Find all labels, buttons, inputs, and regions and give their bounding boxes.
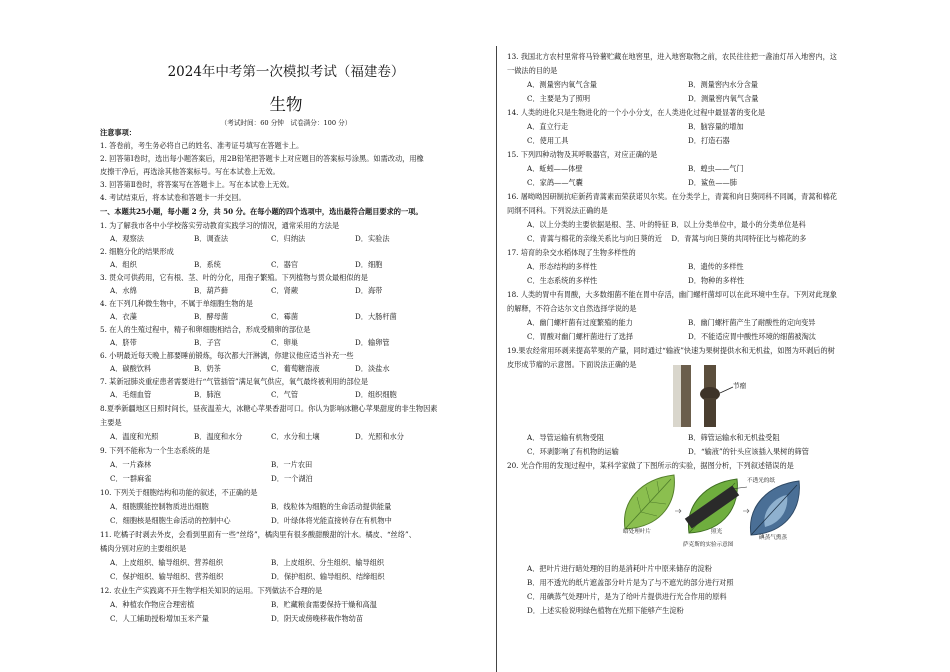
option-a: A．组织 — [110, 260, 137, 269]
question-stem: 19.果农经常用环剥来提高苹果的产量，同时通过“输液”快速为果树提供水和无机盐，如图为环剥后的树 — [507, 346, 835, 355]
notes-heading: 注意事项： — [100, 128, 136, 137]
option-c: C．细胞核是细胞生命活动的控制中心 — [110, 516, 231, 525]
light-label: 照光 — [711, 529, 723, 535]
option-a: A．观察法 — [110, 234, 144, 243]
note-line: 2. 回答第Ⅰ卷时，选出每小题答案后，用2B铅笔把答题卡上对应题目的答案标号涂黑。如需改动，用橡 — [100, 154, 424, 163]
option-c: C．环剥影响了有机物的运输 — [527, 447, 619, 456]
question-stem: 2. 细胞分化的结果形成 — [100, 247, 174, 256]
option-a: A．导管运输有机物受阻 — [527, 433, 605, 442]
option-a: A．衣藻 — [110, 312, 137, 321]
exam-info: （考试时间：60 分钟 试卷满分：100 分） — [220, 119, 352, 127]
option-d: D．实验法 — [355, 234, 390, 243]
option-a: A．幽门螺杆菌有过度繁殖的能力 — [527, 318, 633, 327]
paper-label: 不透光的纸 — [747, 478, 775, 484]
question-stem: 1. 为了解我市各中小学校落实劳动教育实践学习的情况，通常采用的方法是 — [100, 221, 340, 230]
option-b: B．温度和水分 — [194, 432, 243, 441]
note-line: 皮擦干净后，再选涂其他答案标号。写在本试卷上无效。 — [100, 167, 280, 176]
option-d: D．叶绿体将光能直接转存在有机物中 — [271, 516, 392, 525]
option-a: A．测量窖内氧气含量 — [527, 80, 597, 89]
option-d: D．海带 — [355, 286, 383, 295]
option-d: D．鲨鱼——肺 — [688, 178, 737, 187]
tree-trunk-diagram — [673, 365, 763, 427]
question-stem: 13. 我国北方农村里常将马铃薯贮藏在地窖里，进入地窖取物之前，农民往往把一盏油灯吊入地窖内，这 — [507, 52, 837, 61]
option-d: D．细胞 — [355, 260, 383, 269]
question-stem: 18. 人类的胃中有胃酸，大多数细菌不能在胃中存活，幽门螺杆菌却可以在此环境中生存。下列对此现象 — [507, 290, 837, 299]
option-d: D．一个湖泊 — [271, 474, 313, 483]
question-stem: 17. 培育的杂交水稻体现了生物多样性的 — [507, 248, 636, 257]
option-c: C．肾蕨 — [271, 286, 299, 295]
column-divider — [496, 46, 497, 672]
option-c: C．人工辅助授粉增加玉米产量 — [110, 614, 209, 623]
question-stem: 9. 下列不能称为一个生态系统的是 — [100, 446, 210, 455]
option-c: C．气管 — [271, 390, 299, 399]
question-stem: 6. 小明最近每天晚上都要睡前锻炼，每次都大汗淋漓，你建议他应适当补充一些 — [100, 351, 354, 360]
option-d: D．保护组织、输导组织、结缔组织 — [271, 572, 385, 581]
question-stem: 11. 吃橘子时剥去外皮，会看到里面有一些“丝络”，橘肉里有很多酸甜酸甜的汁水。橘皮、“丝络”、 — [100, 530, 416, 539]
option-a: A．一片森林 — [110, 460, 152, 469]
option-b: B．蝗虫——气门 — [688, 164, 744, 173]
sachs-experiment-figure — [619, 471, 809, 551]
option-b: B．系统 — [194, 260, 221, 269]
option-d: D．“输液”的针头应该插入果树的筛管 — [688, 447, 809, 456]
note-line: 1. 答卷前，考生务必将自己的姓名、准考证号填写在答题卡上。 — [100, 141, 304, 150]
tree-node-figure — [673, 365, 763, 427]
figure-caption: 萨克斯的实验示意图 — [683, 542, 734, 548]
option-b: B．用不透光的纸片遮盖部分叶片是为了与不遮光的部分进行对照 — [527, 578, 734, 587]
option-a: A．蚯蚓——体壁 — [527, 164, 583, 173]
question-stem: 橘肉分别对应的主要组织是 — [100, 544, 187, 553]
option-a: A．毛细血管 — [110, 390, 152, 399]
option-a: A．水绵 — [110, 286, 137, 295]
option-b: B．筛管运输水和无机盐受阻 — [688, 433, 780, 442]
option-c: C．生态系统的多样性 — [527, 276, 598, 285]
option-c: C．器官 — [271, 260, 299, 269]
question-stem: 同纲不同科。下列说法正确的是 — [507, 206, 608, 215]
option-a: A．细胞膜能控制物质进出细胞 — [110, 502, 209, 511]
option-b: B．脑容量的增加 — [688, 122, 744, 131]
question-stem: 15. 下列四种动物及其呼吸器官，对应正确的是 — [507, 150, 658, 159]
option-b: B．贮藏粮食需要保持干燥和高温 — [271, 600, 377, 609]
option-a: A．把叶片进行暗处理的目的是消耗叶片中原来储存的淀粉 — [527, 564, 712, 573]
node-label: 节瘤 — [733, 382, 747, 390]
option-c: C．保护组织、输导组织、营养组织 — [110, 572, 224, 581]
option-b: B．测量窖内水分含量 — [688, 80, 758, 89]
exam-title: 2024年中考第一次模拟考试（福建卷） — [167, 64, 405, 80]
option-b: B．子宫 — [194, 338, 221, 347]
option-c: C．使用工具 — [527, 136, 569, 145]
option-b: B．遗传的多样性 — [688, 262, 744, 271]
question-stem: 3. 贯众可供药用，它有根、茎、叶的分化，用孢子繁殖。下列植物与贯众最相似的是 — [100, 273, 368, 282]
question-stem: 12. 农业生产实践离不开生物学相关知识的运用。下列做法不合理的是 — [100, 586, 323, 595]
question-stem: 4. 在下列几种微生物中，不属于单细胞生物的是 — [100, 299, 253, 308]
question-stem: 8.夏季新疆地区日照时间长，昼夜温差大，冰糖心苹果香甜可口。你认为影响冰糖心苹果甜度的非生物因素 — [100, 404, 438, 413]
question-stem: 一做法的目的是 — [507, 66, 558, 75]
option-c: C．归纳法 — [271, 234, 306, 243]
option-a: A．直立行走 — [527, 122, 569, 131]
subject-title: 生物 — [269, 95, 303, 114]
option-b: B．奶茶 — [194, 364, 221, 373]
option-a: A．温度和光照 — [110, 432, 159, 441]
option-b: B．调查法 — [194, 234, 229, 243]
option-d: D．光照和水分 — [355, 432, 404, 441]
option-c: C．霉菌 — [271, 312, 299, 321]
option-b: B．肺泡 — [194, 390, 221, 399]
option-d: D．物种的多样性 — [688, 276, 745, 285]
question-stem: 16. 屠呦呦因研制抗疟新药青蒿素而荣获诺贝尔奖。在分类学上，青蒿和向日葵同科不同属，青蒿和棉花 — [507, 192, 837, 201]
question-stem: 的解释，不符合达尔文自然选择学说的是 — [507, 304, 637, 313]
question-stem: 20. 光合作用的发现过程中，某科学家做了下图所示的实验，据图分析，下列叙述错误的是 — [507, 461, 794, 470]
dark-leaf-label: 暗处理叶片 — [623, 529, 651, 535]
option-c: C．主要是为了照明 — [527, 94, 591, 103]
option-d: D．测量窖内氧气含量 — [688, 94, 759, 103]
option-b: B．一片农田 — [271, 460, 313, 469]
option-row: C．青蒿与棉花的亲缘关系比与向日葵的近 D．青蒿与向日葵的共同特征比与棉花的多 — [527, 234, 807, 243]
option-d: D．上述实验说明绿色植物在光照下能够产生淀粉 — [527, 606, 684, 615]
iodine-label: 碘蒸气熏蒸 — [759, 535, 787, 541]
option-a: A．碳酸饮料 — [110, 364, 152, 373]
option-b: B．酵母菌 — [194, 312, 229, 321]
option-a: A．形态结构的多样性 — [527, 262, 597, 271]
option-b: B．线粒体为细胞的生命活动提供能量 — [271, 502, 392, 511]
question-stem: 10. 下列关于细胞结构和功能的叙述，不正确的是 — [100, 488, 258, 497]
option-a: A．上皮组织、输导组织、营养组织 — [110, 558, 224, 567]
question-stem: 皮形成节瘤的示意图。下面说法正确的是 — [507, 360, 637, 369]
option-d: D．组织细胞 — [355, 390, 397, 399]
option-a: A．种植农作物应合理密植 — [110, 600, 195, 609]
question-stem: 主要是 — [100, 418, 122, 427]
option-c: C．一群麻雀 — [110, 474, 152, 483]
option-b: B．上皮组织、分生组织、输导组织 — [271, 558, 385, 567]
option-c: C．葡萄糖溶液 — [271, 364, 320, 373]
note-line: 3. 回答第Ⅱ卷时，将答案写在答题卡上。写在本试卷上无效。 — [100, 180, 294, 189]
option-c: C．家鸽——气囊 — [527, 178, 583, 187]
question-stem: 14. 人类的进化只是生物进化的一个小小分支，在人类进化过程中最显著的变化是 — [507, 108, 766, 117]
note-line: 4. 考试结束后，将本试卷和答题卡一并交回。 — [100, 193, 246, 202]
question-stem: 7. 某新冠肺炎重症患者需要进行“气管插管”满足氧气供应，氧气最终被利用的部位是 — [100, 377, 369, 386]
option-d: D．淡盐水 — [355, 364, 390, 373]
option-c: C．水分和土壤 — [271, 432, 320, 441]
option-d: D．阴天或傍晚移栽作物幼苗 — [271, 614, 364, 623]
option-d: D．不能适应胃中酸性环境的细菌被淘汰 — [688, 332, 816, 341]
option-c: C．卵巢 — [271, 338, 299, 347]
option-d: D．打造石器 — [688, 136, 730, 145]
option-row: A．以上分类的主要依据是根、茎、叶的特征 B．以上分类单位中，最小的分类单位是科 — [527, 220, 806, 229]
option-d: D．输卵管 — [355, 338, 390, 347]
option-a: A．脐带 — [110, 338, 137, 347]
option-c: C．用碘蒸气处理叶片，是为了给叶片提供进行光合作用的原料 — [527, 592, 727, 601]
option-c: C．胃酸对幽门螺杆菌进行了选择 — [527, 332, 634, 341]
option-b: B．幽门螺杆菌产生了耐酸性的定向变异 — [688, 318, 816, 327]
question-stem: 5. 在人的生殖过程中，精子和卵细胞相结合，形成受精卵的部位是 — [100, 325, 311, 334]
option-d: D．大肠杆菌 — [355, 312, 397, 321]
section-heading: 一、本题共25小题，每小题 2 分，共 50 分。在每小题的四个选项中，选出最符合题目要求的一项。 — [100, 207, 423, 216]
option-b: B．葫芦藓 — [194, 286, 229, 295]
